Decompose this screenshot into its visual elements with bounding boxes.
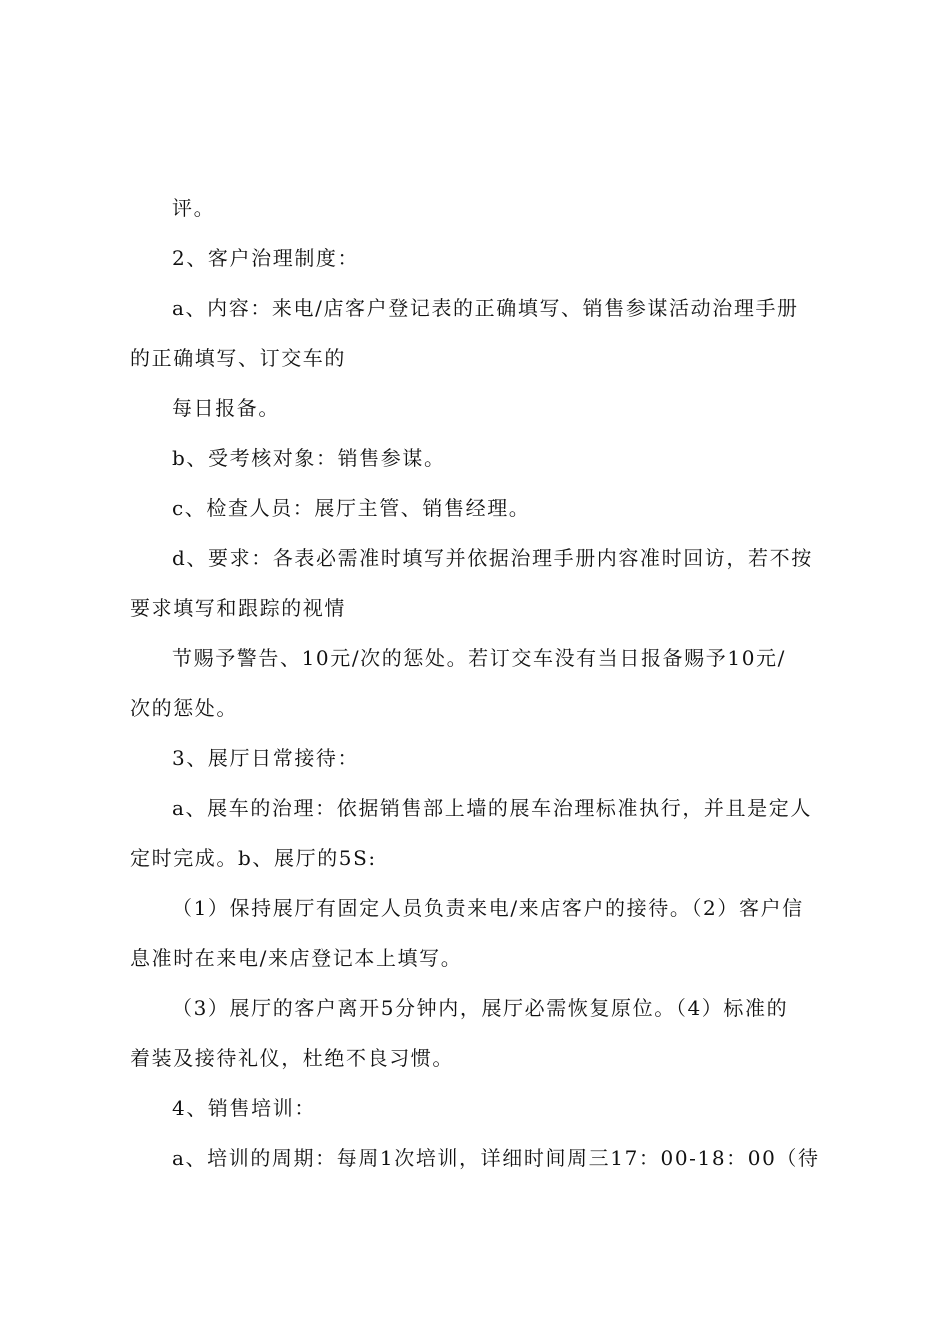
text-line: a、内容：来电/店客户登记表的正确填写、销售参谋活动治理手册 bbox=[172, 296, 799, 320]
text-line: 节赐予警告、10元/次的惩处。若订交车没有当日报备赐予10元/ bbox=[172, 646, 786, 670]
text-line: 定时完成。b、展厅的5S: bbox=[130, 846, 377, 870]
text-line: 息准时在来电/来店登记本上填写。 bbox=[130, 946, 463, 970]
text-line: 次的惩处。 bbox=[130, 696, 238, 720]
text-line: d、要求：各表必需准时填写并依据治理手册内容准时回访，若不按 bbox=[172, 546, 813, 570]
text-line: c、检查人员：展厅主管、销售经理。 bbox=[172, 496, 531, 520]
text-line: 评。 bbox=[172, 196, 216, 220]
text-line: a、展车的治理：依据销售部上墙的展车治理标准执行，并且是定人 bbox=[172, 796, 812, 820]
section-heading: 4、销售培训： bbox=[172, 1096, 316, 1120]
section-heading: 2、客户治理制度： bbox=[172, 246, 360, 270]
section-heading: 3、展厅日常接待： bbox=[172, 746, 360, 770]
text-line: （3）展厅的客户离开5分钟内，展厅必需恢复原位。（4）标准的 bbox=[172, 996, 789, 1020]
text-line: 每日报备。 bbox=[172, 396, 280, 420]
text-line: （1）保持展厅有固定人员负责来电/来店客户的接待。（2）客户信 bbox=[172, 896, 804, 920]
text-line: 要求填写和跟踪的视情 bbox=[130, 596, 346, 620]
text-line: a、培训的周期：每周1次培训，详细时间周三17：00-18：00（待 bbox=[172, 1146, 820, 1170]
text-line: 着装及接待礼仪，杜绝不良习惯。 bbox=[130, 1046, 454, 1070]
text-line: 的正确填写、订交车的 bbox=[130, 346, 346, 370]
text-line: b、受考核对象：销售参谋。 bbox=[172, 446, 446, 470]
